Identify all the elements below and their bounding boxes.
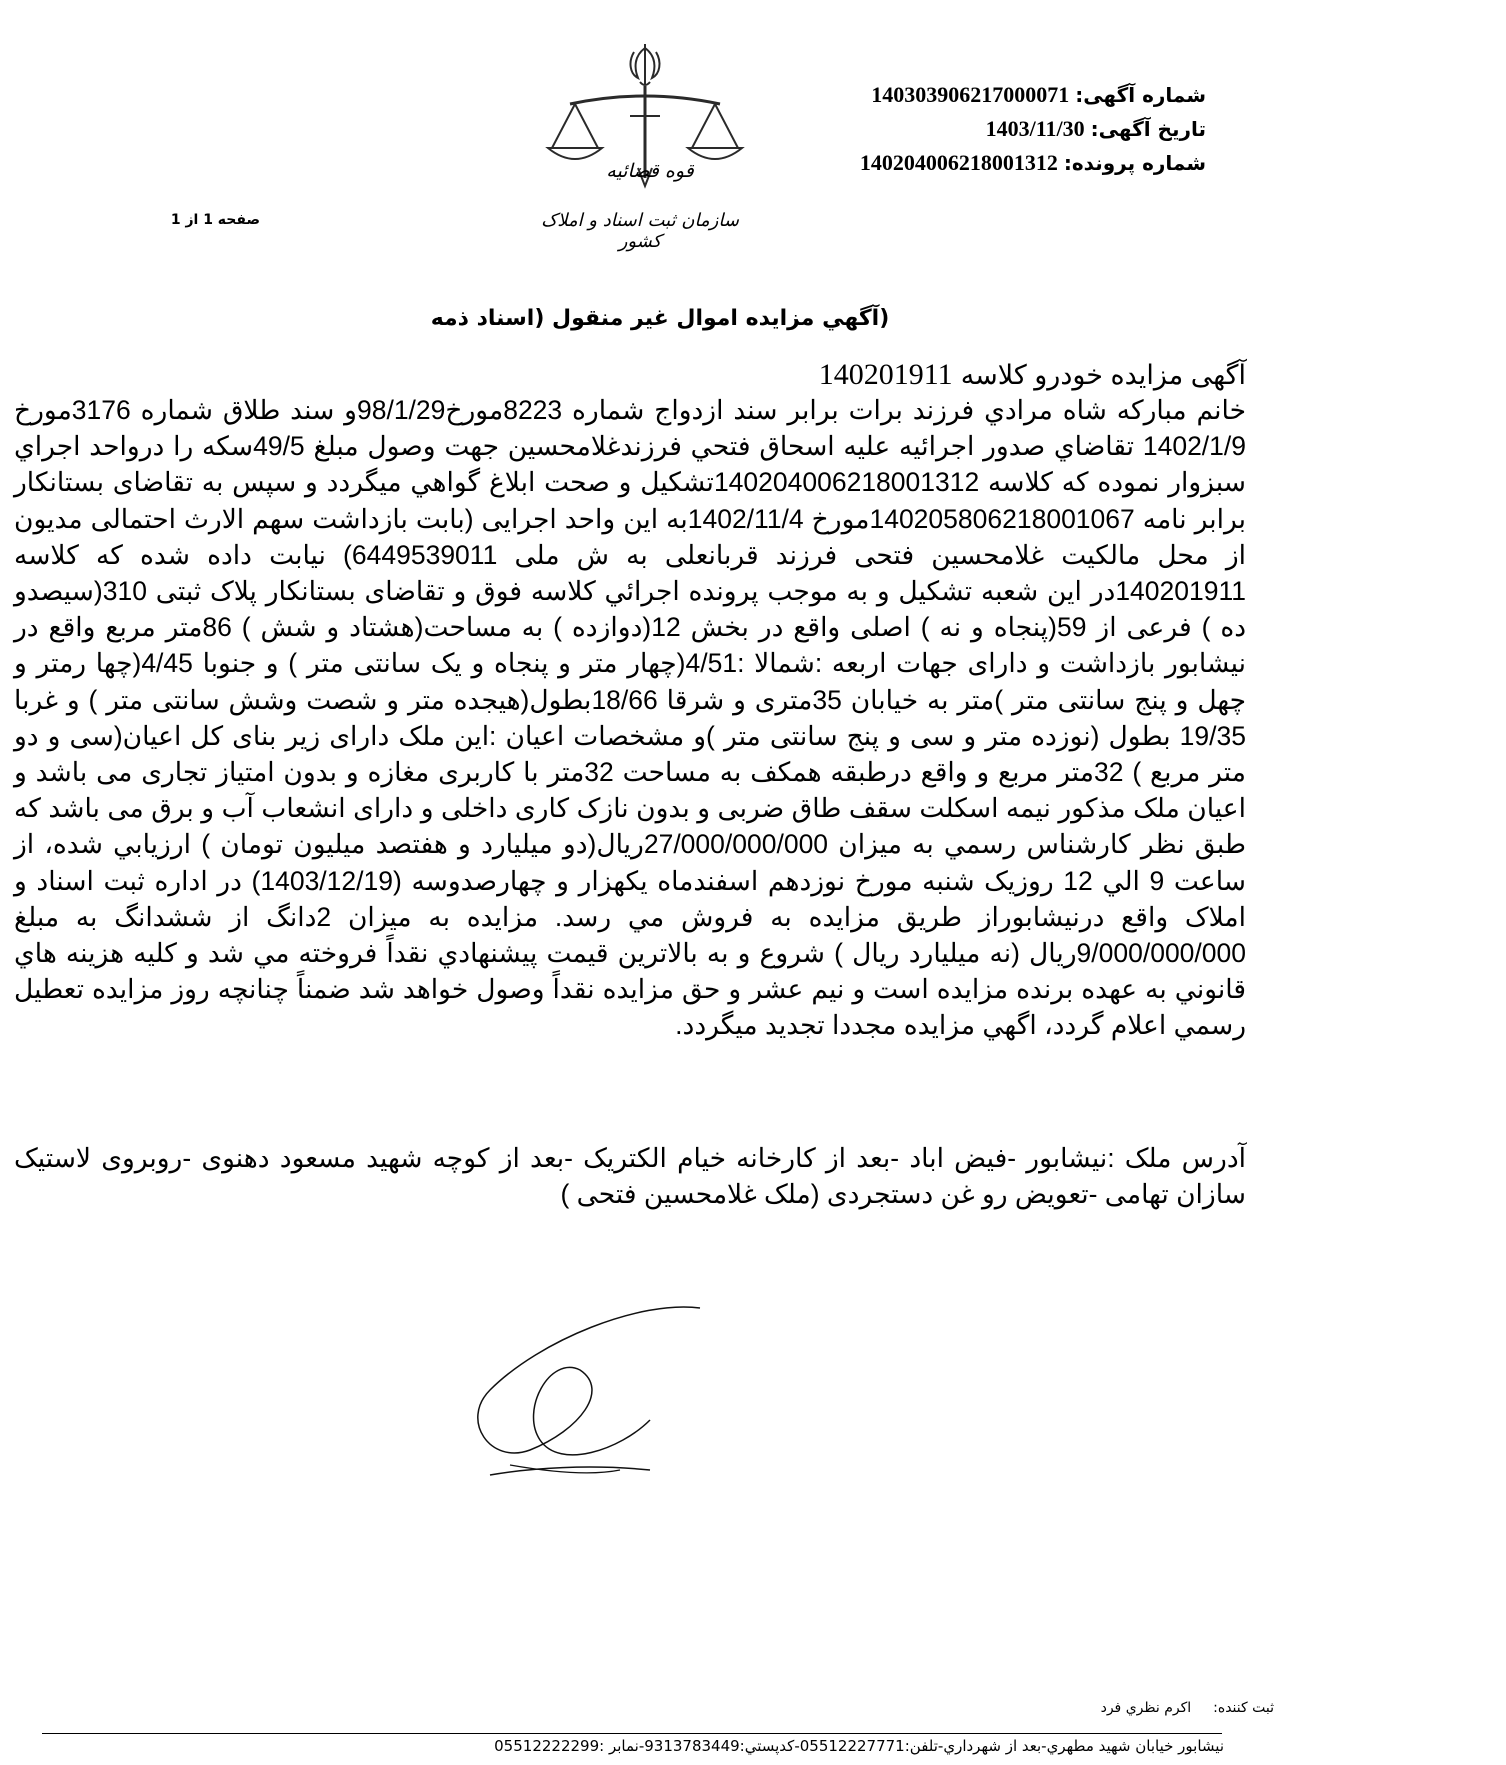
- file-number-label: شماره پرونده:: [1063, 151, 1206, 175]
- notice-number-label: شماره آگهی:: [1075, 83, 1206, 107]
- document-title: (آگهي مزايده اموال غير منقول (اسناد ذمه: [430, 306, 890, 331]
- notice-date-label: تاریخ آگهی:: [1090, 117, 1206, 141]
- emblem-caption-judiciary: قوه قضائیه: [606, 160, 694, 182]
- notice-date: 1403/11/30: [985, 116, 1085, 141]
- property-address: آدرس ملک :نیشابور -فیض اباد -بعد از کارخانه خیام الکتریک -بعد از کوچه شهید مسعود دهنوی -روبروی لاستیک سازان تهامی -تعویض رو غن دستجردی (ملک غلامحسین فتحی ): [14, 1143, 1246, 1209]
- registrar-name: اکرم نظري فرد: [1100, 1700, 1192, 1716]
- body-paragraph: خانم مبارکه شاه مرادي فرزند برات برابر سند ازدواج شماره 8223مورخ98/1/29و سند طلاق شماره 3176مورخ 1402/1/9 تقاضاي صدور اجرائيه عليه اسحاق فتحي فرزندغلامحسين جهت وصول مبلغ 49/5سکه را درواحد اجراي سبزوار نموده که کلاسه 14020400621800131​2تشکيل و صحت ابلاغ گواهي ميگردد و سپس به تقاضای بستانکار برابر نامه 14020580621800106​7مورخ 1402/11/4به این واحد اجرایی (بابت بازداشت سهم الارث احتمالی مدیون از محل مالکیت غلامحسین فتحی فرزند قربانعلی به ش ملی 6449539011) نيابت داده شده که کلاسه 140201911در اين شعبه تشکيل و به موجب پرونده اجرائي کلاسه فوق و تقاضای بستانکار پلاک ثبتی 310(سیصدو ده ) فرعی از 59(پنجاه و نه ) اصلی واقع در بخش 12(دوازده ) به مساحت(هشتاد و شش ) 86متر مربع واقع در نیشابور بازداشت و دارای جهات اربعه :شمالا :4/51(چهار متر و پنجاه و یک سانتی متر ) و جنوبا 4/45(چها رمتر و چهل و پنج سانتی متر )متر به خیابان 35متری و شرقا 18/66بطول(هیجده متر و شصت وشش سانتی متر ) و غربا 19/35 بطول (نوزده متر و سی و پنج سانتی متر )و مشخصات اعیان :این ملک دارای زیر بنای کل اعیان(سی و دو متر مربع ) 32متر مربع و واقع درطبقه همکف به مساحت 32متر با کاربری مغازه و بدون امتیاز تجاری می باشد و اعیان ملک مذکور نیمه اسکلت سقف طاق ضربی و بدون نازک کاری داخلی و دارای انشعاب آب و برق می باشد که طبق نظر کارشناس رسمي به ميزان 27/000/000/000ريال(دو میلیارد و هفتصد میلیون تومان ) ارزيابي شده، از ساعت 9 الي 12 روزيک شنبه مورخ نوزدهم اسفندماه يکهزار و چهارصدوسه (1403/12/19) در اداره ثبت اسناد و املاک واقع درنیشابوراز طريق مزايده به فروش مي رسد. مزايده به ميزان 2دانگ از ششدانگ به مبلغ 9/000/000/000ريال (نه میلیارد ريال ) شروع و به بالاترين قيمت پيشنهادي نقداً فروخته مي شد و کليه هزينه هاي قانوني به عهده برنده مزايده است و نيم عشر و حق مزايده نقداً وصول خواهد شد ضمناً چنانچه روز مزايده تعطيل رسمي اعلام گردد، اگهي مزايده مجددا تجديد ميگردد.: [14, 395, 1247, 1041]
- notice-date-row: [786, 112, 1206, 146]
- office-contact: نيشابور خيابان شهيد مطهري-بعد از شهرداري-تلفن:05512227771-کدپستي:9313783449-نمابر :05512222299: [494, 1737, 1224, 1755]
- file-number-row: [786, 146, 1206, 180]
- case-class-number: 140201911: [818, 358, 953, 391]
- registrar: [1101, 1700, 1274, 1716]
- notice-number-row: [786, 78, 1206, 112]
- notice-body: [14, 392, 1246, 1044]
- handwritten-signature: [470, 1300, 720, 1490]
- emblem-caption-organization: سازمان ثبت اسناد و املاک کشور: [541, 210, 739, 252]
- auction-subtitle: [546, 358, 1246, 392]
- file-number: 14020400621800131​2: [859, 150, 1058, 175]
- registrar-label: ثبت کننده:: [1213, 1700, 1274, 1716]
- notice-number: 140303906217000071: [871, 82, 1070, 107]
- subtitle-text: آگهی مزایده خودرو کلاسه: [960, 360, 1246, 390]
- notice-info: [786, 78, 1206, 180]
- footer-divider: [42, 1733, 1222, 1734]
- page-indicator: صفحه 1 از 1: [170, 212, 260, 228]
